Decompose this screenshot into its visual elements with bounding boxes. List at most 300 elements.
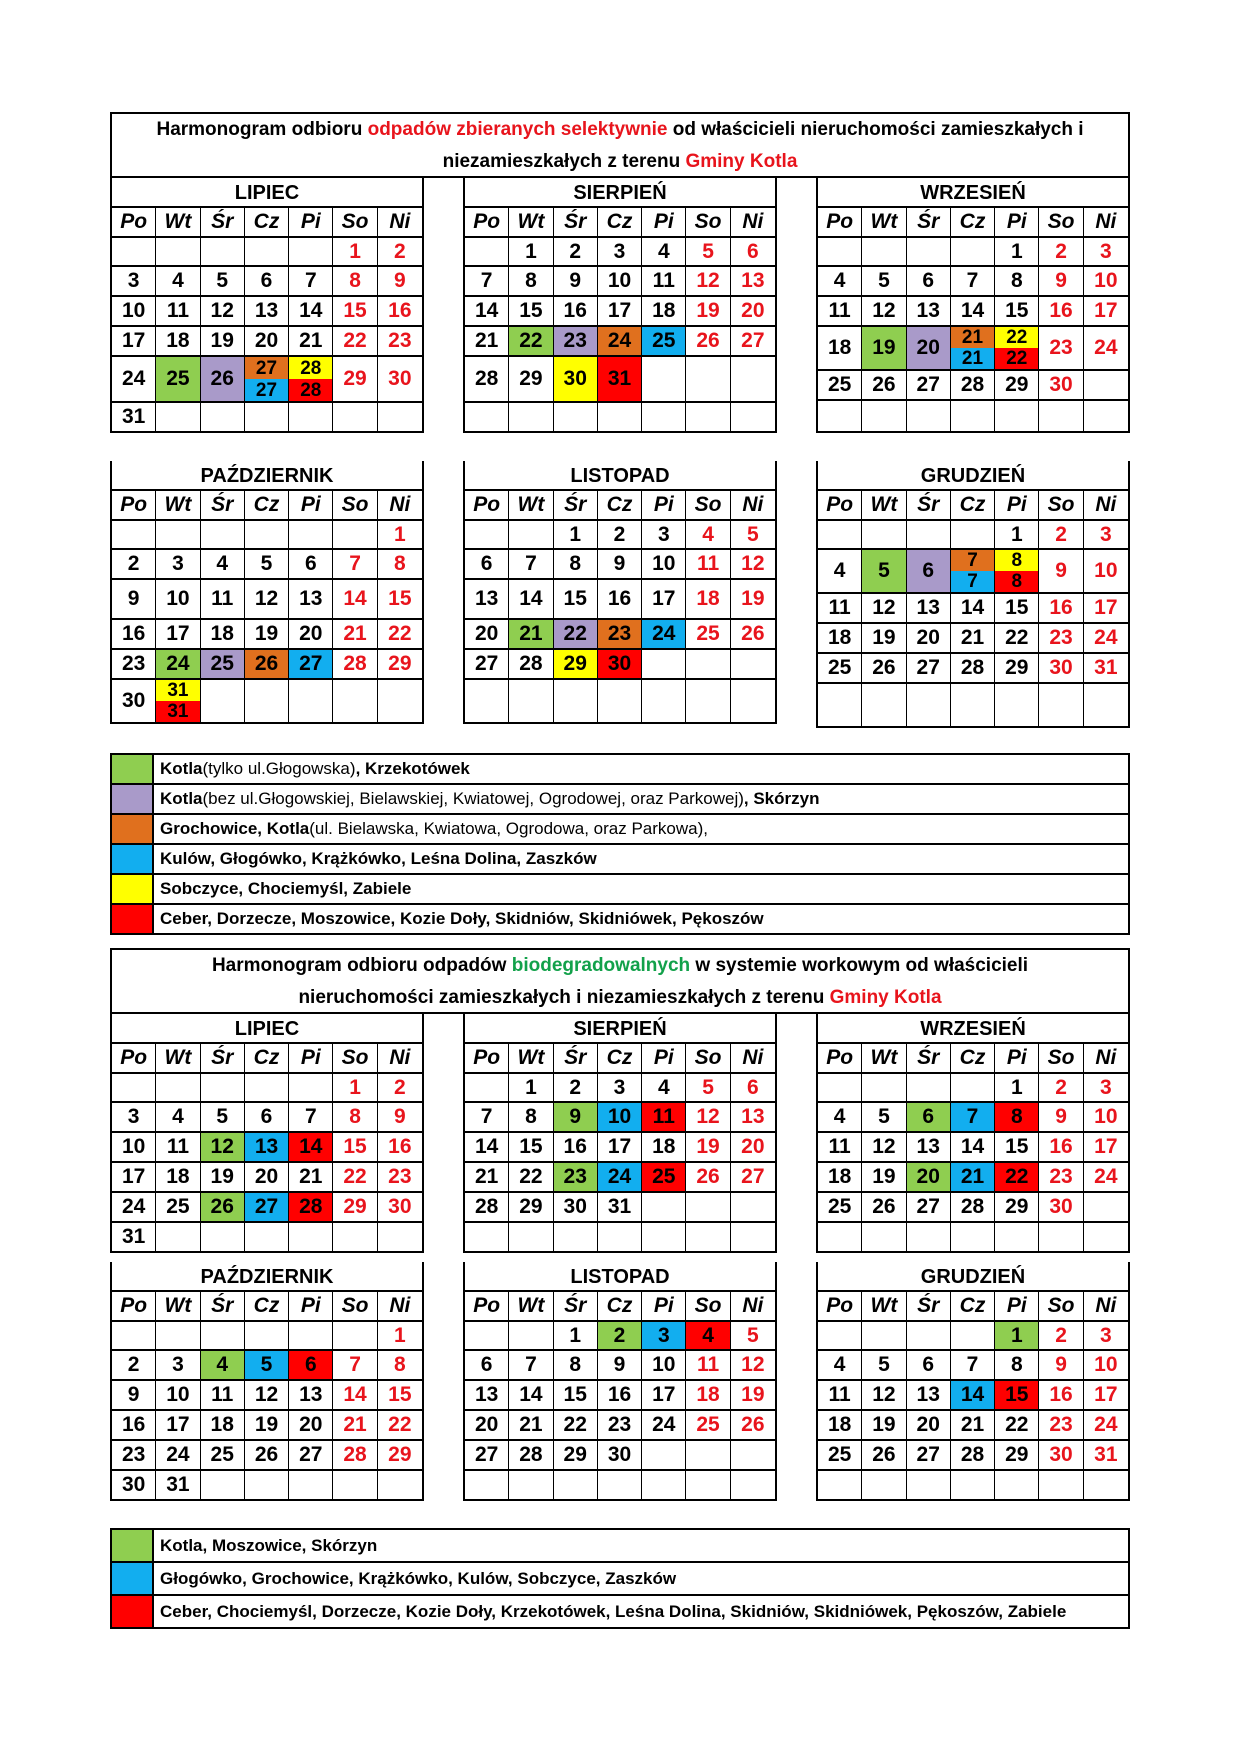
- day-number: 12: [210, 1135, 234, 1158]
- empty-cell: [686, 680, 730, 724]
- day-number: 12: [872, 299, 896, 322]
- day-number: 20: [474, 1413, 499, 1436]
- day-cell: [509, 1103, 553, 1133]
- day-number: 8: [1010, 1353, 1023, 1376]
- day-number: 28: [519, 1443, 543, 1466]
- day-number: 15: [563, 587, 587, 610]
- day-number: 22: [343, 1165, 367, 1188]
- day-cell: [731, 521, 775, 550]
- day-cell: [1084, 550, 1128, 594]
- empty-cell: [731, 1471, 775, 1501]
- empty-cell: [465, 238, 509, 267]
- empty-cell: [465, 521, 509, 550]
- day-cell: [818, 1193, 862, 1223]
- day-cell: [378, 1351, 422, 1381]
- day-cell: [907, 1441, 951, 1471]
- day-number: 25: [210, 1443, 234, 1466]
- day-number: 3: [172, 1353, 184, 1376]
- day-number: 4: [702, 522, 714, 546]
- day-number: 22: [519, 1165, 543, 1188]
- day-number: 26: [872, 656, 896, 679]
- day-cell: [201, 1193, 245, 1223]
- day-cell: [1039, 1163, 1083, 1193]
- day-cell: [201, 620, 245, 650]
- day-cell: [509, 1163, 553, 1193]
- day-number: 2: [1055, 522, 1067, 546]
- day-cell: [333, 550, 377, 580]
- day-number: 14: [960, 299, 985, 322]
- day-cell: [995, 1193, 1039, 1223]
- day-number: 4: [833, 1105, 846, 1128]
- day-cell: [907, 654, 951, 684]
- day-cell: [686, 1351, 730, 1381]
- empty-cell: [333, 680, 377, 724]
- day-number: 24: [607, 1165, 632, 1188]
- day-number: 5: [878, 1105, 890, 1128]
- day-cell: [1039, 1074, 1083, 1103]
- weekday-label: Śr: [554, 1044, 598, 1074]
- day-number: 20: [916, 1165, 940, 1188]
- day-number: 11: [828, 596, 851, 619]
- day-number: 13: [474, 1383, 499, 1406]
- day-cell: [731, 1322, 775, 1351]
- day-number: 20: [916, 1413, 940, 1436]
- day-number: 2: [1055, 1323, 1067, 1347]
- day-number: 12: [696, 1105, 720, 1128]
- day-cell: [465, 1411, 509, 1441]
- empty-cell: [1084, 401, 1128, 433]
- day-cell: [509, 297, 553, 327]
- day-number: 9: [613, 552, 626, 575]
- day-number: 17: [121, 329, 146, 352]
- weekday-label: Ni: [1084, 1292, 1128, 1322]
- day-number: 11: [696, 552, 720, 575]
- empty-cell: [378, 403, 422, 433]
- day-number: 29: [1005, 656, 1029, 679]
- weekday-label: Cz: [951, 208, 995, 238]
- day-number: 1: [1010, 522, 1023, 546]
- day-cell: [378, 580, 422, 620]
- day-cell: [465, 620, 509, 650]
- day-number: 29: [1005, 1443, 1029, 1466]
- empty-cell: [995, 401, 1039, 433]
- day-cell: [995, 1322, 1039, 1351]
- day-number: 6: [922, 1353, 935, 1376]
- day-cell: [554, 1411, 598, 1441]
- day-cell: [509, 267, 553, 297]
- weekday-label: Cz: [951, 1292, 995, 1322]
- day-number: 15: [1005, 1135, 1029, 1158]
- day-cell: [686, 1322, 730, 1351]
- day-number: 9: [569, 1105, 582, 1128]
- weekday-label: So: [1039, 208, 1083, 238]
- day-cell: [862, 327, 906, 371]
- day-cell: [862, 1103, 906, 1133]
- day-cell: [731, 1381, 775, 1411]
- day-cell: [509, 650, 553, 680]
- day-number: 13: [299, 1383, 323, 1406]
- day-cell: [245, 357, 289, 403]
- day-cell: [156, 680, 200, 724]
- day-cell: [686, 580, 730, 620]
- day-cell: [995, 1441, 1039, 1471]
- day-number: 30: [1049, 373, 1073, 396]
- day-cell: [686, 550, 730, 580]
- day-number: 8: [1010, 269, 1023, 292]
- empty-cell: [598, 1471, 642, 1501]
- day-cell: [1084, 1074, 1128, 1103]
- day-number: 17: [607, 1135, 632, 1158]
- day-cell: [818, 594, 862, 624]
- day-number: 8: [569, 1353, 582, 1376]
- day-number: 6: [304, 1353, 317, 1376]
- day-number: 15: [1005, 596, 1029, 619]
- day-cell: [731, 238, 775, 267]
- month-calendar-section1-4: [463, 461, 777, 724]
- empty-cell: [951, 521, 995, 550]
- day-number: 27: [741, 1165, 765, 1188]
- empty-cell: [1039, 684, 1083, 728]
- legend-text-part: (ul. Bielawska, Kwiatowa, Ogrodowa, oraz Parkowa),: [309, 819, 708, 838]
- day-number: 20: [299, 1413, 323, 1436]
- weekday-label: Wt: [509, 1044, 553, 1074]
- day-cell: [289, 267, 333, 297]
- day-cell: [907, 1103, 951, 1133]
- day-number-split: 8: [995, 571, 1038, 592]
- day-number: 17: [1094, 299, 1118, 322]
- weekday-label: Po: [465, 1292, 509, 1322]
- month-name: PAŹDZIERNIK: [112, 461, 422, 491]
- day-number: 4: [657, 239, 670, 263]
- day-number: 24: [652, 622, 676, 645]
- day-cell: [509, 1381, 553, 1411]
- day-cell: [333, 1441, 377, 1471]
- day-number: 8: [349, 269, 361, 292]
- day-number: 29: [519, 367, 543, 390]
- day-cell: [995, 1103, 1039, 1133]
- day-number: 24: [1094, 626, 1118, 649]
- day-cell: [907, 297, 951, 327]
- day-number: 6: [922, 559, 935, 582]
- empty-cell: [862, 684, 906, 728]
- day-cell: [201, 327, 245, 357]
- section1-title: [110, 112, 1130, 178]
- empty-cell: [818, 401, 862, 433]
- day-cell: [554, 267, 598, 297]
- weekday-label: Pi: [642, 1044, 686, 1074]
- day-number: 5: [878, 269, 890, 292]
- day-number: 26: [741, 622, 765, 645]
- weekday-label: So: [686, 1292, 730, 1322]
- day-number: 11: [828, 299, 851, 322]
- empty-cell: [642, 650, 686, 680]
- empty-cell: [509, 1223, 553, 1253]
- day-cell: [642, 580, 686, 620]
- legend-text-part: Kotla: [160, 789, 203, 808]
- day-cell: [642, 238, 686, 267]
- day-number: 15: [519, 1135, 543, 1158]
- day-number: 7: [304, 269, 317, 292]
- empty-cell: [333, 1322, 377, 1351]
- section1-legend: [110, 753, 1130, 935]
- day-cell: [333, 267, 377, 297]
- day-cell: [289, 1411, 333, 1441]
- day-number: 8: [1010, 1105, 1023, 1128]
- day-number: 1: [569, 1323, 582, 1347]
- title-text: niezamieszkałych z terenu: [442, 151, 686, 172]
- empty-cell: [201, 1074, 245, 1103]
- empty-cell: [378, 1471, 422, 1501]
- legend-text: [154, 785, 819, 813]
- day-number: 31: [607, 367, 632, 390]
- day-cell: [112, 1223, 156, 1253]
- day-cell: [686, 620, 730, 650]
- empty-cell: [156, 521, 200, 550]
- day-cell: [686, 327, 730, 357]
- day-number: 12: [872, 1383, 896, 1406]
- day-cell: [112, 620, 156, 650]
- weekday-label: Ni: [731, 491, 775, 521]
- day-number: 4: [657, 1075, 670, 1099]
- day-cell: [598, 521, 642, 550]
- day-cell: [818, 1351, 862, 1381]
- day-cell: [642, 1322, 686, 1351]
- day-number: 17: [1094, 1383, 1118, 1406]
- day-number: 4: [172, 269, 184, 292]
- day-cell: [1084, 1381, 1128, 1411]
- weekday-label: Ni: [731, 1044, 775, 1074]
- day-cell: [598, 327, 642, 357]
- day-number: 16: [563, 299, 587, 322]
- empty-cell: [156, 1223, 200, 1253]
- day-number: 28: [960, 1443, 985, 1466]
- day-cell: [731, 620, 775, 650]
- day-number: 16: [1049, 1135, 1073, 1158]
- day-number: 18: [827, 1165, 852, 1188]
- day-cell: [862, 550, 906, 594]
- legend-text-part: Ceber, Chociemyśl, Dorzecze, Kozie Doły, Krzekotówek, Leśna Dolina, Skidniów, Skidniówek, Pękoszów, Zabiele: [160, 1601, 1067, 1621]
- day-number: 7: [525, 552, 537, 575]
- empty-cell: [245, 1223, 289, 1253]
- day-cell: [509, 327, 553, 357]
- day-number: 15: [388, 587, 412, 610]
- day-cell: [598, 650, 642, 680]
- day-number: 7: [304, 1105, 317, 1128]
- day-cell: [951, 1441, 995, 1471]
- day-cell: [289, 1351, 333, 1381]
- day-cell: [289, 580, 333, 620]
- day-cell: [333, 1411, 377, 1441]
- day-cell: [333, 1133, 377, 1163]
- day-number: 14: [960, 1135, 985, 1158]
- day-number: 31: [166, 1473, 190, 1496]
- empty-cell: [289, 403, 333, 433]
- day-cell: [598, 580, 642, 620]
- day-cell: [862, 1163, 906, 1193]
- day-number: 20: [254, 329, 279, 352]
- day-cell: [289, 550, 333, 580]
- month-name: LIPIEC: [112, 1014, 422, 1044]
- day-number: 3: [657, 522, 670, 546]
- day-number: 10: [652, 1353, 676, 1376]
- day-cell: [862, 1193, 906, 1223]
- day-cell: [245, 1133, 289, 1163]
- title-text: nieruchomości zamieszkałych i niezamieszkałych z terenu: [298, 987, 830, 1008]
- day-number: 22: [388, 622, 412, 645]
- day-cell: [995, 371, 1039, 401]
- day-cell: [818, 1103, 862, 1133]
- day-cell: [201, 1103, 245, 1133]
- title-text: Harmonogram odbioru: [156, 119, 368, 140]
- day-number: 7: [966, 1105, 979, 1128]
- day-number: 30: [1049, 1195, 1073, 1218]
- day-cell: [1039, 371, 1083, 401]
- weekday-label: So: [1039, 1044, 1083, 1074]
- day-cell: [862, 1411, 906, 1441]
- weekday-label: Cz: [598, 1292, 642, 1322]
- day-cell: [112, 267, 156, 297]
- empty-cell: [818, 238, 862, 267]
- weekday-label: Cz: [951, 1044, 995, 1074]
- day-cell: [378, 521, 422, 550]
- day-cell: [465, 327, 509, 357]
- day-cell: [951, 327, 995, 371]
- day-number: 4: [216, 1353, 229, 1376]
- day-number: 26: [696, 329, 720, 352]
- empty-cell: [554, 1471, 598, 1501]
- weekday-label: Wt: [862, 208, 906, 238]
- day-cell: [289, 1441, 333, 1471]
- weekday-label: Ni: [1084, 491, 1128, 521]
- day-cell: [642, 297, 686, 327]
- weekday-label: So: [333, 1292, 377, 1322]
- day-cell: [951, 1381, 995, 1411]
- day-number: 14: [474, 299, 499, 322]
- weekday-label: Po: [112, 491, 156, 521]
- day-cell: [907, 1163, 951, 1193]
- empty-cell: [951, 1074, 995, 1103]
- day-cell: [333, 357, 377, 403]
- empty-cell: [333, 1223, 377, 1253]
- day-number: 14: [519, 1383, 543, 1406]
- day-number: 8: [394, 552, 406, 575]
- day-cell: [995, 297, 1039, 327]
- day-cell: [245, 1351, 289, 1381]
- weekday-label: Cz: [245, 1292, 289, 1322]
- empty-cell: [245, 680, 289, 724]
- day-cell: [907, 371, 951, 401]
- day-cell: [1039, 238, 1083, 267]
- day-cell: [951, 1103, 995, 1133]
- day-number: 19: [210, 1165, 234, 1188]
- weekday-label: Pi: [642, 1292, 686, 1322]
- empty-cell: [862, 1074, 906, 1103]
- day-cell: [465, 1441, 509, 1471]
- weekday-label: Śr: [201, 491, 245, 521]
- day-cell: [156, 1103, 200, 1133]
- day-cell: [818, 267, 862, 297]
- day-cell: [465, 550, 509, 580]
- day-cell: [862, 1381, 906, 1411]
- day-number: 16: [1049, 1383, 1073, 1406]
- day-number: 14: [343, 1383, 367, 1406]
- empty-cell: [951, 684, 995, 728]
- day-number: 21: [474, 1165, 499, 1188]
- day-number: 9: [1055, 269, 1067, 292]
- day-number: 20: [916, 626, 940, 649]
- day-cell: [333, 1103, 377, 1133]
- day-cell: [378, 1411, 422, 1441]
- day-cell: [245, 1441, 289, 1471]
- empty-cell: [598, 403, 642, 433]
- weekday-label: Cz: [245, 491, 289, 521]
- day-cell: [554, 1322, 598, 1351]
- day-number: 12: [696, 269, 720, 292]
- day-number: 24: [1094, 336, 1118, 359]
- empty-cell: [245, 1471, 289, 1501]
- day-number: 3: [613, 239, 626, 263]
- empty-cell: [642, 1471, 686, 1501]
- day-cell: [112, 1193, 156, 1223]
- day-number: 23: [121, 1443, 146, 1466]
- day-number: 21: [343, 622, 367, 645]
- day-number: 26: [872, 1443, 896, 1466]
- empty-cell: [731, 650, 775, 680]
- empty-cell: [156, 403, 200, 433]
- day-number: 13: [741, 1105, 765, 1128]
- empty-cell: [907, 238, 951, 267]
- day-number: 27: [916, 1443, 940, 1466]
- day-cell: [333, 650, 377, 680]
- day-number: 27: [299, 652, 323, 675]
- day-cell: [818, 1133, 862, 1163]
- day-cell: [156, 267, 200, 297]
- day-number-split: 21: [951, 348, 994, 369]
- empty-cell: [951, 238, 995, 267]
- legend-row: [112, 1530, 1128, 1563]
- day-number: 24: [652, 1413, 676, 1436]
- day-number: 30: [607, 652, 632, 675]
- day-number: 10: [652, 552, 676, 575]
- day-cell: [289, 620, 333, 650]
- day-cell: [333, 297, 377, 327]
- day-cell: [112, 1441, 156, 1471]
- day-number: 14: [519, 587, 543, 610]
- empty-cell: [818, 1223, 862, 1253]
- day-number: 12: [210, 299, 234, 322]
- day-number: 9: [1055, 1353, 1067, 1376]
- day-cell: [1039, 1381, 1083, 1411]
- empty-cell: [289, 521, 333, 550]
- empty-cell: [156, 1074, 200, 1103]
- empty-cell: [201, 1471, 245, 1501]
- empty-cell: [156, 1322, 200, 1351]
- day-number: 14: [343, 587, 367, 610]
- day-number: 22: [388, 1413, 412, 1436]
- day-cell: [642, 1074, 686, 1103]
- day-number: 27: [916, 1195, 940, 1218]
- empty-cell: [995, 1471, 1039, 1501]
- weekday-label: Po: [465, 1044, 509, 1074]
- day-cell: [554, 620, 598, 650]
- empty-cell: [862, 1471, 906, 1501]
- empty-cell: [112, 238, 156, 267]
- day-cell: [686, 238, 730, 267]
- day-number: 11: [828, 1135, 851, 1158]
- day-cell: [289, 650, 333, 680]
- day-cell: [951, 1133, 995, 1163]
- day-number: 13: [916, 1383, 940, 1406]
